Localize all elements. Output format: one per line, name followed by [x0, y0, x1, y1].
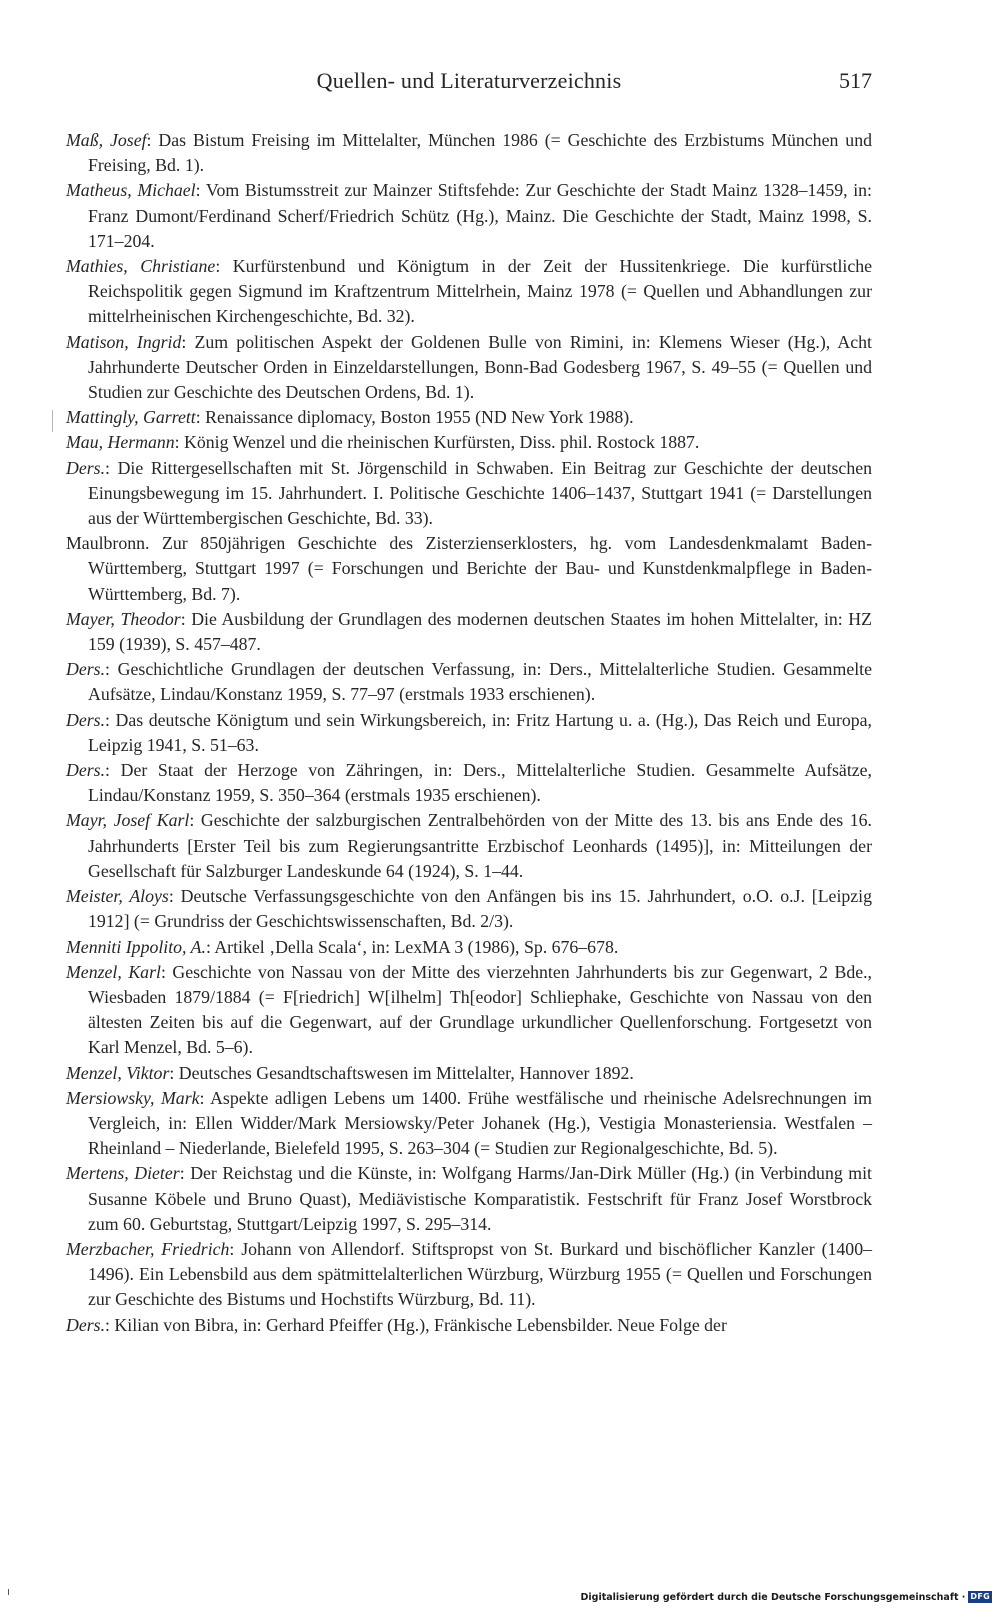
entry-text: : Renaissance diplomacy, Boston 1955 (ND New York 1988). [195, 407, 634, 428]
entry-text: : Artikel ‚Della Scala‘, in: LexMA 3 (1986), Sp. 676–678. [205, 936, 619, 957]
bibliography-entry [66, 531, 872, 607]
entry-author: Mersiowsky, Mark [66, 1087, 200, 1108]
credit-text: Digitalisierung gefördert durch die Deutsche Forschungsgemeinschaft · [580, 1591, 966, 1603]
entry-text: : Geschichte der salzburgischen Zentralbehörden von der Mitte des 13. bis ans Ende des 16. Jahrhunderts [Erster Teil bis zum Regierungsantritte Erzbischof Leonhards (1495)], in: Mitteilungen der Gesellschaft für Salzburger Landeskunde 64 (1924), S. 1–44. [88, 810, 872, 881]
bibliography-entry [66, 607, 872, 657]
bibliography-entry [66, 430, 872, 455]
entry-text: : Geschichte von Nassau von der Mitte des vierzehnten Jahrhunderts bis zur Gegenwart, 2 Bde., Wiesbaden 1879/1884 (= F[riedrich] W[ilhelm] Th[eodor] Schliephake, Geschichte von Nassau von den ältesten Zeiten bis auf die Gegenwart, auf der Grundlage urkundlicher Quellenforschung. Fortgesetzt von Karl Menzel, Bd. 5–6). [88, 961, 872, 1058]
entry-author: Menzel, Viktor [66, 1062, 170, 1083]
entry-author: Ders. [66, 1314, 106, 1335]
entry-text: : Kurfürstenbund und Königtum in der Zeit der Hussitenkriege. Die kurfürstliche Reichspolitik gegen Sigmund im Kraftzentrum Mittelrhein, Mainz 1978 (= Quellen und Abhandlungen zur mittelrheinischen Kirchengeschichte, Bd. 32). [88, 256, 873, 327]
entry-text: Maulbronn. Zur 850jährigen Geschichte des Zisterzienserklosters, hg. vom Landesdenkmalamt Baden-Württemberg, Stuttgart 1997 (= Forschungen und Berichte der Bau- und Kunstdenkmalpflege in Baden-Württemberg, Bd. 7). [66, 533, 872, 604]
running-title: Quellen- und Literaturverzeichnis [316, 68, 622, 93]
bibliography-entry [66, 708, 872, 758]
bibliography-entry [66, 657, 872, 707]
digitization-credit [581, 1590, 992, 1604]
entry-text: : Kilian von Bibra, in: Gerhard Pfeiffer (Hg.), Fränkische Lebensbilder. Neue Folge der [105, 1314, 727, 1335]
entry-author: Maß, Josef [66, 130, 147, 150]
entry-author: Menniti Ippolito, A. [66, 936, 206, 957]
bibliography-entry [66, 254, 872, 330]
bibliography-entry [66, 884, 872, 934]
dfg-logo: DFG [970, 1592, 990, 1601]
entry-author: Mau, Hermann [66, 432, 175, 453]
entry-text: : Der Reichstag und die Künste, in: Wolfgang Harms/Jan-Dirk Müller (Hg.) (in Verbindung mit Susanne Köbele und Bruno Quast), Mediävistische Komparatistik. Festschrift für Franz Josef Worstbrock zum 60. Geburtstag, Stuttgart/Leipzig 1997, S. 295–314. [88, 1163, 872, 1234]
entry-text: : Deutsche Verfassungsgeschichte von den Anfängen bis ins 15. Jahrhundert, o.O. o.J. [Leipzig 1912] (= Grundriss der Geschichtswissenschaften, Bd. 2/3). [88, 886, 873, 932]
entry-author: Ders. [66, 659, 106, 680]
entry-author: Meister, Aloys [66, 886, 169, 907]
entry-text: : Der Staat der Herzoge von Zähringen, in: Ders., Mittelalterliche Studien. Gesammelte Aufsätze, Lindau/Konstanz 1959, S. 350–364 (erstmals 1935 erschienen). [88, 760, 872, 806]
entry-text: : Deutsches Gesandtschaftswesen im Mittelalter, Hannover 1892. [169, 1062, 634, 1083]
entry-author: Mertens, Dieter [66, 1163, 180, 1184]
entry-author: Matheus, Michael [66, 180, 196, 201]
entry-text: : Das Bistum Freising im Mittelalter, München 1986 (= Geschichte des Erzbistums München und Freising, Bd. 1). [88, 130, 872, 176]
entry-text: : Johann von Allendorf. Stiftspropst von St. Burkard und bischöflicher Kanzler (1400–1496). Ein Lebensbild aus dem spätmittelalterlichen Würzburg, Würzburg 1955 (= Quellen und Forschungen zur Geschichte des Bistums und Hochstifts Würzburg, Bd. 11). [88, 1238, 872, 1310]
page-header [66, 68, 872, 102]
entry-text: : Vom Bistumsstreit zur Mainzer Stiftsfehde: Zur Geschichte der Stadt Mainz 1328–1459, in: Franz Dumont/Ferdinand Scherf/Friedrich Schütz (Hg.), Mainz. Die Geschichte der Stadt, Mainz 1998, S. 171–204. [88, 180, 872, 251]
entry-author: Ders. [66, 709, 106, 730]
bibliography-entry [66, 456, 872, 532]
entry-text: : Geschichtliche Grundlagen der deutschen Verfassung, in: Ders., Mittelalterliche Studien. Gesammelte Aufsätze, Lindau/Konstanz 1959, S. 77–97 (erstmals 1933 erschienen). [88, 659, 872, 705]
bibliography-entry [66, 960, 872, 1061]
entry-author: Menzel, Karl [66, 961, 161, 982]
bibliography-entry [66, 405, 872, 430]
entry-text: : König Wenzel und die rheinischen Kurfürsten, Diss. phil. Rostock 1887. [174, 432, 700, 453]
entry-text: : Aspekte adligen Lebens um 1400. Frühe westfälische und rheinische Adelsrechnungen im Vergleich, in: Ellen Widder/Mark Mersiowsky/Peter Johanek (Hg.), Vestigia Monasteriensia. Westfalen – Rheinland – Niederlande, Bielefeld 1995, S. 263–304 (= Studien zur Regionalgeschichte, Bd. 5). [88, 1087, 872, 1159]
entry-text: : Die Ausbildung der Grundlagen des modernen deutschen Staates im hohen Mittelalter, in: HZ 159 (1939), S. 457–487. [88, 608, 872, 655]
entry-author: Ders. [66, 760, 106, 781]
entry-author: Matison, Ingrid [66, 331, 182, 352]
entry-text: : Die Rittergesellschaften mit St. Jörgenschild in Schwaben. Ein Beitrag zur Geschichte der deutschen Einungsbewegung im 15. Jahrhundert. I. Politische Geschichte 1406–1437, Stuttgart 1941 (= Darstellungen aus der Württembergischen Geschichte, Bd. 33). [88, 457, 872, 529]
bibliography-entry [66, 1161, 872, 1237]
margin-mark [52, 410, 53, 432]
entry-author: Mayer, Theodor [66, 608, 181, 629]
entry-author: Ders. [66, 457, 106, 478]
bibliography-entry [66, 1237, 872, 1313]
bibliography-entry [66, 808, 872, 884]
entry-text: : Das deutsche Königtum und sein Wirkungsbereich, in: Fritz Hartung u. a. (Hg.), Das Reich und Europa, Leipzig 1941, S. 51–63. [88, 709, 872, 755]
bibliography-entry [66, 178, 872, 254]
bibliography-entry [66, 935, 872, 960]
entry-author: Mattingly, Garrett [66, 407, 196, 428]
entry-author: Mayr, Josef Karl [66, 810, 190, 831]
bibliography-list [66, 128, 872, 1338]
bibliography-entry [66, 128, 872, 178]
bibliography-entry [66, 1313, 872, 1338]
entry-author: Mathies, Christiane [66, 256, 216, 277]
bibliography-entry [66, 1086, 872, 1162]
bibliography-entry [66, 330, 872, 406]
page-number: 517 [839, 68, 872, 93]
bibliography-entry [66, 758, 872, 808]
scan-edge-mark [8, 1589, 9, 1595]
entry-author: Merzbacher, Friedrich [66, 1238, 230, 1259]
bibliography-entry [66, 1061, 872, 1086]
entry-text: : Zum politischen Aspekt der Goldenen Bulle von Rimini, in: Klemens Wieser (Hg.), Acht Jahrhunderte Deutscher Orden in Einzeldarstellungen, Bonn-Bad Godesberg 1967, S. 49–55 (= Quellen und Studien zur Geschichte des Deutschen Ordens, Bd. 1). [88, 331, 872, 403]
